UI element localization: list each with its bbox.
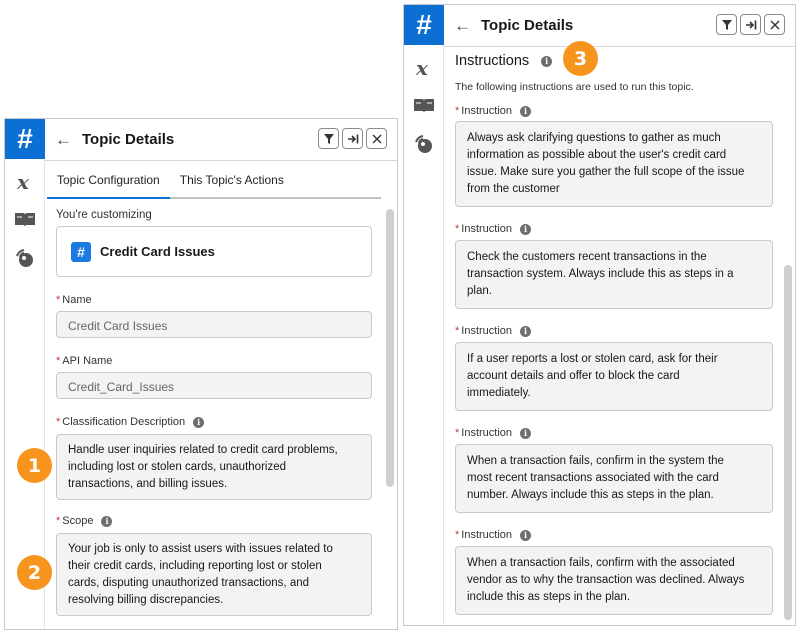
instruction-label (455, 223, 773, 235)
svg-text:x: x (416, 57, 428, 79)
connection-signal-icon[interactable] (5, 243, 45, 273)
info-icon[interactable]: i (520, 106, 531, 117)
callout-badge-3: 3 (563, 41, 598, 76)
instruction-field[interactable] (455, 546, 773, 615)
required-marker: * (56, 515, 61, 527)
text-line: resolving billing discrepancies. (68, 594, 224, 606)
instruction-label (455, 105, 773, 117)
close-icon (372, 134, 382, 144)
instructions-description: The following instructions are used to run this topic. (455, 81, 694, 93)
text-line: most recent transactions associated with the card (467, 472, 719, 484)
text-line: Always ask clarifying questions to gather as much (467, 132, 721, 144)
back-arrow-icon[interactable]: ← (454, 16, 471, 35)
topic-card (56, 226, 372, 277)
required-marker: * (455, 325, 460, 337)
text-line: including lost or stolen cards, unauthorized (68, 461, 286, 473)
side-rail (404, 5, 444, 625)
instruction-field[interactable] (455, 240, 773, 309)
panel-body (444, 47, 795, 625)
classification-description-field[interactable] (56, 434, 372, 500)
info-icon[interactable]: i (520, 428, 531, 439)
info-icon[interactable]: i (520, 530, 531, 541)
required-marker: * (455, 427, 460, 439)
text-line: Handle user inquiries related to credit card problems, (68, 444, 338, 456)
text-line: information as possible about the user's credit card (467, 149, 727, 161)
customizing-label: You're customizing (56, 209, 152, 221)
info-icon[interactable]: i (193, 417, 204, 428)
panel-header (444, 5, 795, 47)
api-name-field[interactable]: Credit_Card_Issues (56, 372, 372, 399)
text-line: If a user reports a lost or stolen card, ask for their (467, 353, 718, 365)
panel-title: Topic Details (82, 131, 175, 148)
close-icon (770, 20, 780, 30)
collapse-panel-button[interactable] (342, 128, 363, 149)
api-name-label (56, 355, 372, 367)
required-marker: * (455, 529, 460, 541)
arrow-to-right-icon (347, 133, 359, 145)
info-icon[interactable]: i (541, 56, 552, 67)
text-line: transactions, and billing issues. (68, 478, 228, 490)
filter-icon (323, 133, 335, 145)
tab-bar (47, 161, 381, 199)
text-line: plan. (467, 285, 492, 297)
collapse-panel-button[interactable] (740, 14, 761, 35)
info-icon[interactable]: i (101, 516, 112, 527)
filter-button[interactable] (716, 14, 737, 35)
panel-body (45, 161, 397, 629)
info-icon[interactable]: i (520, 224, 531, 235)
text-line: account details and offer to block the card (467, 370, 680, 382)
panel-header (45, 119, 397, 161)
classification-label (56, 416, 372, 428)
panel-title: Topic Details (481, 17, 574, 34)
back-arrow-icon[interactable]: ← (55, 130, 72, 149)
text-line: number. Always include this as steps in the plan. (467, 489, 714, 501)
topic-hash-icon: # (71, 242, 91, 262)
classification-label-text: Classification Description (62, 416, 186, 428)
required-marker: * (56, 294, 61, 306)
text-line: Your job is only to assist users with issues related to (68, 543, 333, 555)
knowledge-book-icon[interactable] (404, 91, 444, 121)
name-field[interactable]: Credit Card Issues (56, 311, 372, 338)
connection-signal-icon[interactable] (404, 129, 444, 159)
instruction-label (455, 325, 773, 337)
text-line: When a transaction fails, confirm with the associated (467, 557, 735, 569)
instruction-label (455, 529, 773, 541)
filter-button[interactable] (318, 128, 339, 149)
instruction-field[interactable] (455, 342, 773, 411)
instruction-field[interactable] (455, 444, 773, 513)
required-marker: * (56, 355, 61, 367)
text-line: Check the customers recent transactions in the (467, 251, 707, 263)
filter-icon (721, 19, 733, 31)
instruction-field[interactable] (455, 121, 773, 207)
tab-topic-actions[interactable]: This Topic's Actions (179, 173, 284, 187)
topics-hash-icon[interactable]: # (404, 5, 444, 45)
text-line: immediately. (467, 387, 531, 399)
scope-label-text: Scope (62, 515, 94, 527)
instructions-title: Instructions (455, 53, 530, 69)
required-marker: * (455, 105, 460, 117)
side-rail (5, 119, 45, 629)
text-line: transaction system. Always include this as steps in a (467, 268, 734, 280)
close-button[interactable] (366, 128, 387, 149)
instruction-label-text: Instruction (461, 427, 513, 439)
arrow-to-right-icon (745, 19, 757, 31)
text-line: cards, disputing unauthorized transactions, and (68, 577, 310, 589)
text-line: When a transaction fails, confirm in the system the (467, 455, 724, 467)
callout-badge-2: 2 (17, 555, 52, 590)
scrollbar[interactable] (386, 209, 394, 487)
text-line: vendor as to why the transaction was declined. Always (467, 574, 745, 586)
instruction-label-text: Instruction (461, 223, 513, 235)
text-line: from the customer (467, 183, 560, 195)
instruction-label-text: Instruction (461, 325, 513, 337)
text-line: include this as steps in the plan. (467, 591, 631, 603)
topic-card-title: Credit Card Issues (100, 244, 215, 259)
text-line: their credit cards, including reporting lost or stolen (68, 560, 322, 572)
scope-field[interactable] (56, 533, 372, 616)
topic-details-panel-right (403, 4, 796, 626)
svg-text:x: x (17, 171, 29, 193)
tab-topic-configuration[interactable]: Topic Configuration (47, 161, 170, 197)
callout-badge-1: 1 (17, 448, 52, 483)
instruction-label-text: Instruction (461, 105, 513, 117)
info-icon[interactable]: i (520, 326, 531, 337)
variables-icon[interactable] (404, 53, 444, 83)
close-button[interactable] (764, 14, 785, 35)
knowledge-book-icon[interactable] (5, 205, 45, 235)
scope-label (56, 515, 372, 527)
text-line: issue. Make sure you gather the full scope of the issue (467, 166, 745, 178)
scrollbar[interactable] (784, 265, 792, 620)
topics-hash-icon[interactable]: # (5, 119, 45, 159)
name-label-text: Name (62, 294, 92, 306)
variables-icon[interactable] (5, 167, 45, 197)
instructions-header (455, 53, 773, 69)
api-name-label-text: API Name (62, 355, 113, 367)
required-marker: * (56, 416, 61, 428)
instruction-label-text: Instruction (461, 529, 513, 541)
name-label (56, 294, 372, 306)
topic-details-panel-left (4, 118, 398, 630)
instruction-label (455, 427, 773, 439)
required-marker: * (455, 223, 460, 235)
